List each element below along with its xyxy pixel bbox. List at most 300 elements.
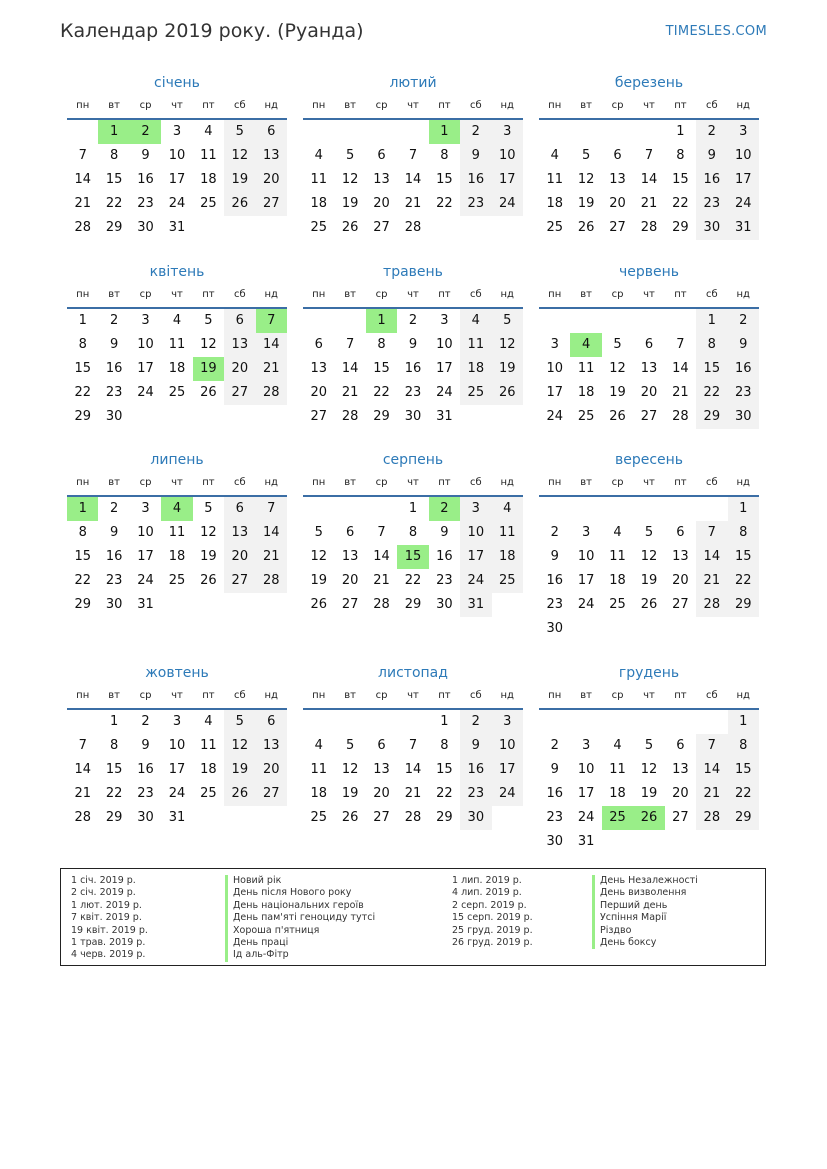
day-cell[interactable]: 18: [577, 385, 595, 400]
day-cell[interactable]: 29: [373, 409, 390, 424]
day-cell[interactable]: 5: [644, 738, 654, 753]
day-cell[interactable]: 29: [436, 810, 453, 825]
day-cell[interactable]: 6: [224, 497, 255, 521]
day-cell[interactable]: 15: [672, 172, 689, 187]
day-cell[interactable]: 14: [256, 333, 287, 357]
day-cell[interactable]: 8: [440, 148, 449, 163]
day-cell[interactable]: 12: [341, 172, 359, 187]
day-cell[interactable]: 13: [256, 734, 287, 758]
day-cell[interactable]: 8: [440, 738, 449, 753]
day-cell[interactable]: 29: [728, 806, 759, 830]
day-cell[interactable]: 20: [224, 545, 255, 569]
day-cell[interactable]: 27: [224, 569, 255, 593]
day-cell[interactable]: 25: [310, 810, 327, 825]
holiday-day[interactable]: 1: [98, 120, 129, 144]
day-cell[interactable]: 31: [577, 834, 595, 849]
day-cell[interactable]: 29: [74, 597, 91, 612]
day-cell[interactable]: 9: [460, 734, 491, 758]
site-logo-link[interactable]: TIMESLES.COM: [665, 24, 767, 39]
day-cell[interactable]: 21: [373, 573, 390, 588]
day-cell[interactable]: 22: [404, 573, 422, 588]
day-cell[interactable]: 31: [168, 220, 186, 235]
day-cell[interactable]: 30: [404, 409, 422, 424]
day-cell[interactable]: 28: [341, 409, 359, 424]
day-cell[interactable]: 10: [436, 337, 453, 352]
day-cell[interactable]: 29: [105, 810, 123, 825]
day-cell[interactable]: 11: [200, 738, 217, 753]
day-cell[interactable]: 26: [640, 597, 658, 612]
day-cell[interactable]: 2: [408, 313, 418, 328]
holiday-day[interactable]: 4: [161, 497, 192, 521]
day-cell[interactable]: 29: [404, 597, 422, 612]
day-cell[interactable]: 15: [436, 172, 453, 187]
day-cell[interactable]: 6: [377, 738, 386, 753]
day-cell[interactable]: 27: [672, 597, 689, 612]
day-cell[interactable]: 31: [460, 593, 491, 617]
day-cell[interactable]: 22: [74, 573, 91, 588]
day-cell[interactable]: 10: [492, 734, 523, 758]
day-cell[interactable]: 8: [109, 148, 119, 163]
day-cell[interactable]: 13: [373, 172, 390, 187]
day-cell[interactable]: 7: [644, 148, 654, 163]
holiday-day[interactable]: 2: [429, 497, 460, 521]
day-cell[interactable]: 3: [492, 710, 523, 734]
day-cell[interactable]: 18: [492, 545, 523, 569]
day-cell[interactable]: 13: [224, 333, 255, 357]
day-cell[interactable]: 29: [728, 593, 759, 617]
day-cell[interactable]: 17: [168, 762, 186, 777]
holiday-day[interactable]: 7: [256, 309, 287, 333]
holiday-day[interactable]: 1: [67, 497, 98, 521]
day-cell[interactable]: 26: [310, 597, 327, 612]
day-cell[interactable]: 5: [345, 148, 355, 163]
day-cell[interactable]: 15: [436, 762, 453, 777]
day-cell[interactable]: 15: [728, 758, 759, 782]
day-cell[interactable]: 21: [74, 786, 91, 801]
day-cell[interactable]: 21: [74, 196, 91, 211]
day-cell[interactable]: 30: [105, 597, 123, 612]
day-cell[interactable]: 26: [224, 192, 255, 216]
day-cell[interactable]: 22: [105, 786, 123, 801]
day-cell[interactable]: 27: [609, 220, 626, 235]
day-cell[interactable]: 19: [341, 196, 359, 211]
day-cell[interactable]: 5: [204, 313, 213, 328]
day-cell[interactable]: 23: [460, 192, 491, 216]
holiday-day[interactable]: 2: [130, 120, 161, 144]
day-cell[interactable]: 9: [728, 333, 759, 357]
day-cell[interactable]: 22: [728, 569, 759, 593]
day-cell[interactable]: 22: [728, 782, 759, 806]
day-cell[interactable]: 20: [373, 196, 390, 211]
day-cell[interactable]: 5: [314, 525, 323, 540]
day-cell[interactable]: 10: [137, 337, 154, 352]
day-cell[interactable]: 24: [492, 192, 523, 216]
day-cell[interactable]: 18: [546, 196, 563, 211]
day-cell[interactable]: 23: [728, 381, 759, 405]
day-cell[interactable]: 30: [728, 405, 759, 429]
day-cell[interactable]: 19: [224, 758, 255, 782]
day-cell[interactable]: 5: [224, 120, 255, 144]
day-cell[interactable]: 17: [546, 385, 563, 400]
day-cell[interactable]: 2: [460, 120, 491, 144]
day-cell[interactable]: 3: [141, 313, 150, 328]
day-cell[interactable]: 23: [404, 385, 422, 400]
holiday-day[interactable]: 19: [193, 357, 224, 381]
day-cell[interactable]: 7: [696, 734, 727, 758]
day-cell[interactable]: 17: [492, 758, 523, 782]
day-cell[interactable]: 16: [137, 762, 154, 777]
day-cell[interactable]: 9: [696, 144, 727, 168]
day-cell[interactable]: 3: [440, 313, 449, 328]
day-cell[interactable]: 13: [341, 549, 359, 564]
day-cell[interactable]: 16: [546, 573, 563, 588]
day-cell[interactable]: 1: [440, 714, 449, 729]
day-cell[interactable]: 10: [546, 361, 563, 376]
day-cell[interactable]: 13: [640, 361, 658, 376]
day-cell[interactable]: 7: [377, 525, 386, 540]
day-cell[interactable]: 6: [377, 148, 386, 163]
day-cell[interactable]: 15: [728, 545, 759, 569]
holiday-day[interactable]: 25: [602, 806, 633, 830]
day-cell[interactable]: 2: [550, 525, 559, 540]
day-cell[interactable]: 10: [577, 762, 595, 777]
day-cell[interactable]: 11: [200, 148, 217, 163]
day-cell[interactable]: 27: [256, 782, 287, 806]
day-cell[interactable]: 22: [672, 196, 689, 211]
day-cell[interactable]: 23: [546, 597, 563, 612]
day-cell[interactable]: 15: [74, 549, 91, 564]
day-cell[interactable]: 26: [341, 220, 359, 235]
day-cell[interactable]: 28: [74, 810, 91, 825]
day-cell[interactable]: 16: [728, 357, 759, 381]
day-cell[interactable]: 1: [78, 313, 87, 328]
day-cell[interactable]: 18: [168, 549, 186, 564]
day-cell[interactable]: 2: [109, 501, 119, 516]
day-cell[interactable]: 27: [373, 810, 390, 825]
day-cell[interactable]: 8: [377, 337, 386, 352]
day-cell[interactable]: 5: [224, 710, 255, 734]
day-cell[interactable]: 6: [224, 309, 255, 333]
day-cell[interactable]: 25: [200, 786, 217, 801]
day-cell[interactable]: 1: [728, 710, 759, 734]
day-cell[interactable]: 1: [109, 714, 119, 729]
day-cell[interactable]: 23: [460, 782, 491, 806]
day-cell[interactable]: 11: [546, 172, 563, 187]
day-cell[interactable]: 7: [345, 337, 355, 352]
day-cell[interactable]: 2: [550, 738, 559, 753]
day-cell[interactable]: 1: [696, 309, 727, 333]
day-cell[interactable]: 24: [168, 196, 186, 211]
day-cell[interactable]: 12: [200, 337, 217, 352]
day-cell[interactable]: 3: [172, 714, 182, 729]
day-cell[interactable]: 3: [141, 501, 150, 516]
day-cell[interactable]: 14: [404, 172, 422, 187]
day-cell[interactable]: 19: [640, 573, 658, 588]
day-cell[interactable]: 17: [168, 172, 186, 187]
day-cell[interactable]: 17: [137, 549, 154, 564]
day-cell[interactable]: 24: [577, 597, 595, 612]
day-cell[interactable]: 28: [696, 806, 727, 830]
day-cell[interactable]: 18: [310, 786, 327, 801]
day-cell[interactable]: 15: [373, 361, 390, 376]
day-cell[interactable]: 11: [492, 521, 523, 545]
day-cell[interactable]: 26: [341, 810, 359, 825]
day-cell[interactable]: 8: [728, 734, 759, 758]
day-cell[interactable]: 30: [696, 216, 727, 240]
day-cell[interactable]: 18: [609, 573, 626, 588]
day-cell[interactable]: 28: [672, 409, 689, 424]
day-cell[interactable]: 29: [672, 220, 689, 235]
day-cell[interactable]: 6: [314, 337, 323, 352]
day-cell[interactable]: 12: [609, 361, 626, 376]
day-cell[interactable]: 2: [109, 313, 119, 328]
day-cell[interactable]: 2: [728, 309, 759, 333]
day-cell[interactable]: 14: [640, 172, 658, 187]
day-cell[interactable]: 25: [609, 597, 626, 612]
day-cell[interactable]: 11: [168, 337, 186, 352]
day-cell[interactable]: 28: [696, 593, 727, 617]
day-cell[interactable]: 3: [581, 525, 591, 540]
day-cell[interactable]: 15: [105, 762, 123, 777]
day-cell[interactable]: 7: [78, 148, 87, 163]
day-cell[interactable]: 3: [728, 120, 759, 144]
day-cell[interactable]: 12: [310, 549, 327, 564]
day-cell[interactable]: 17: [577, 573, 595, 588]
day-cell[interactable]: 31: [436, 409, 453, 424]
day-cell[interactable]: 19: [577, 196, 595, 211]
day-cell[interactable]: 6: [676, 738, 685, 753]
day-cell[interactable]: 31: [137, 597, 154, 612]
holiday-day[interactable]: 4: [570, 333, 601, 357]
day-cell[interactable]: 23: [436, 573, 453, 588]
day-cell[interactable]: 22: [436, 196, 453, 211]
day-cell[interactable]: 13: [256, 144, 287, 168]
day-cell[interactable]: 5: [644, 525, 654, 540]
day-cell[interactable]: 11: [310, 172, 327, 187]
day-cell[interactable]: 11: [310, 762, 327, 777]
day-cell[interactable]: 9: [141, 738, 150, 753]
day-cell[interactable]: 16: [696, 168, 727, 192]
day-cell[interactable]: 21: [672, 385, 689, 400]
day-cell[interactable]: 4: [460, 309, 491, 333]
day-cell[interactable]: 24: [728, 192, 759, 216]
day-cell[interactable]: 4: [314, 738, 323, 753]
day-cell[interactable]: 6: [676, 525, 685, 540]
day-cell[interactable]: 22: [74, 385, 91, 400]
day-cell[interactable]: 23: [546, 810, 563, 825]
day-cell[interactable]: 19: [492, 357, 523, 381]
day-cell[interactable]: 13: [224, 521, 255, 545]
day-cell[interactable]: 26: [224, 782, 255, 806]
day-cell[interactable]: 14: [373, 549, 390, 564]
day-cell[interactable]: 30: [436, 597, 453, 612]
day-cell[interactable]: 28: [373, 597, 390, 612]
day-cell[interactable]: 1: [676, 124, 685, 139]
day-cell[interactable]: 5: [345, 738, 355, 753]
day-cell[interactable]: 14: [696, 758, 727, 782]
day-cell[interactable]: 16: [137, 172, 154, 187]
day-cell[interactable]: 6: [256, 710, 287, 734]
day-cell[interactable]: 4: [613, 525, 622, 540]
day-cell[interactable]: 6: [644, 337, 654, 352]
day-cell[interactable]: 10: [492, 144, 523, 168]
day-cell[interactable]: 5: [204, 501, 213, 516]
day-cell[interactable]: 23: [105, 573, 123, 588]
day-cell[interactable]: 21: [696, 782, 727, 806]
day-cell[interactable]: 30: [460, 806, 491, 830]
holiday-day[interactable]: 1: [429, 120, 460, 144]
day-cell[interactable]: 21: [696, 569, 727, 593]
day-cell[interactable]: 26: [609, 409, 626, 424]
day-cell[interactable]: 24: [577, 810, 595, 825]
day-cell[interactable]: 24: [546, 409, 563, 424]
day-cell[interactable]: 21: [404, 786, 422, 801]
holiday-day[interactable]: 15: [397, 545, 428, 569]
day-cell[interactable]: 16: [105, 361, 123, 376]
day-cell[interactable]: 17: [577, 786, 595, 801]
day-cell[interactable]: 24: [492, 782, 523, 806]
day-cell[interactable]: 24: [460, 569, 491, 593]
day-cell[interactable]: 30: [546, 621, 563, 636]
day-cell[interactable]: 28: [74, 220, 91, 235]
day-cell[interactable]: 19: [341, 786, 359, 801]
day-cell[interactable]: 25: [200, 196, 217, 211]
day-cell[interactable]: 12: [224, 734, 255, 758]
day-cell[interactable]: 20: [256, 168, 287, 192]
day-cell[interactable]: 4: [613, 738, 622, 753]
day-cell[interactable]: 11: [168, 525, 186, 540]
day-cell[interactable]: 27: [373, 220, 390, 235]
day-cell[interactable]: 12: [492, 333, 523, 357]
day-cell[interactable]: 30: [137, 810, 154, 825]
day-cell[interactable]: 10: [728, 144, 759, 168]
day-cell[interactable]: 29: [74, 409, 91, 424]
day-cell[interactable]: 13: [310, 361, 327, 376]
day-cell[interactable]: 21: [256, 357, 287, 381]
day-cell[interactable]: 27: [341, 597, 359, 612]
day-cell[interactable]: 15: [696, 357, 727, 381]
day-cell[interactable]: 8: [109, 738, 119, 753]
day-cell[interactable]: 14: [74, 172, 91, 187]
day-cell[interactable]: 14: [256, 521, 287, 545]
day-cell[interactable]: 17: [492, 168, 523, 192]
day-cell[interactable]: 11: [609, 549, 626, 564]
day-cell[interactable]: 4: [204, 714, 213, 729]
day-cell[interactable]: 16: [460, 758, 491, 782]
day-cell[interactable]: 8: [78, 525, 87, 540]
day-cell[interactable]: 19: [640, 786, 658, 801]
day-cell[interactable]: 8: [408, 525, 418, 540]
day-cell[interactable]: 19: [224, 168, 255, 192]
day-cell[interactable]: 18: [200, 762, 217, 777]
day-cell[interactable]: 2: [141, 714, 150, 729]
day-cell[interactable]: 10: [168, 148, 186, 163]
day-cell[interactable]: 30: [105, 409, 123, 424]
day-cell[interactable]: 31: [728, 216, 759, 240]
day-cell[interactable]: 3: [460, 497, 491, 521]
day-cell[interactable]: 21: [341, 385, 359, 400]
day-cell[interactable]: 3: [172, 124, 182, 139]
day-cell[interactable]: 22: [436, 786, 453, 801]
day-cell[interactable]: 9: [550, 549, 559, 564]
day-cell[interactable]: 11: [609, 762, 626, 777]
day-cell[interactable]: 31: [168, 810, 186, 825]
day-cell[interactable]: 9: [550, 762, 559, 777]
day-cell[interactable]: 12: [640, 762, 658, 777]
day-cell[interactable]: 27: [672, 810, 689, 825]
day-cell[interactable]: 20: [224, 357, 255, 381]
day-cell[interactable]: 18: [200, 172, 217, 187]
day-cell[interactable]: 27: [640, 409, 658, 424]
day-cell[interactable]: 4: [204, 124, 213, 139]
day-cell[interactable]: 24: [137, 573, 154, 588]
day-cell[interactable]: 16: [546, 786, 563, 801]
day-cell[interactable]: 23: [137, 786, 154, 801]
day-cell[interactable]: 7: [408, 738, 418, 753]
day-cell[interactable]: 6: [613, 148, 622, 163]
day-cell[interactable]: 1: [408, 501, 418, 516]
day-cell[interactable]: 4: [550, 148, 559, 163]
day-cell[interactable]: 8: [78, 337, 87, 352]
day-cell[interactable]: 20: [373, 786, 390, 801]
day-cell[interactable]: 5: [581, 148, 591, 163]
day-cell[interactable]: 10: [137, 525, 154, 540]
day-cell[interactable]: 28: [404, 220, 422, 235]
day-cell[interactable]: 12: [640, 549, 658, 564]
day-cell[interactable]: 9: [460, 144, 491, 168]
day-cell[interactable]: 20: [341, 573, 359, 588]
day-cell[interactable]: 16: [404, 361, 422, 376]
day-cell[interactable]: 22: [696, 381, 727, 405]
day-cell[interactable]: 19: [310, 573, 327, 588]
day-cell[interactable]: 21: [404, 196, 422, 211]
day-cell[interactable]: 16: [436, 549, 453, 564]
day-cell[interactable]: 29: [105, 220, 123, 235]
day-cell[interactable]: 3: [581, 738, 591, 753]
day-cell[interactable]: 25: [168, 385, 186, 400]
day-cell[interactable]: 22: [105, 196, 123, 211]
day-cell[interactable]: 30: [137, 220, 154, 235]
day-cell[interactable]: 26: [492, 381, 523, 405]
day-cell[interactable]: 23: [696, 192, 727, 216]
day-cell[interactable]: 27: [224, 381, 255, 405]
day-cell[interactable]: 27: [310, 409, 327, 424]
day-cell[interactable]: 8: [676, 148, 685, 163]
day-cell[interactable]: 26: [200, 573, 217, 588]
day-cell[interactable]: 5: [492, 309, 523, 333]
day-cell[interactable]: 28: [404, 810, 422, 825]
day-cell[interactable]: 13: [373, 762, 390, 777]
day-cell[interactable]: 20: [310, 385, 327, 400]
day-cell[interactable]: 11: [577, 361, 595, 376]
day-cell[interactable]: 28: [640, 220, 658, 235]
day-cell[interactable]: 26: [577, 220, 595, 235]
day-cell[interactable]: 9: [141, 148, 150, 163]
day-cell[interactable]: 24: [137, 385, 154, 400]
day-cell[interactable]: 9: [440, 525, 449, 540]
day-cell[interactable]: 9: [408, 337, 418, 352]
day-cell[interactable]: 15: [105, 172, 123, 187]
day-cell[interactable]: 10: [460, 521, 491, 545]
day-cell[interactable]: 7: [256, 497, 287, 521]
day-cell[interactable]: 18: [460, 357, 491, 381]
day-cell[interactable]: 2: [696, 120, 727, 144]
day-cell[interactable]: 17: [137, 361, 154, 376]
day-cell[interactable]: 21: [256, 545, 287, 569]
day-cell[interactable]: 28: [256, 569, 287, 593]
day-cell[interactable]: 28: [256, 381, 287, 405]
holiday-day[interactable]: 26: [633, 806, 664, 830]
